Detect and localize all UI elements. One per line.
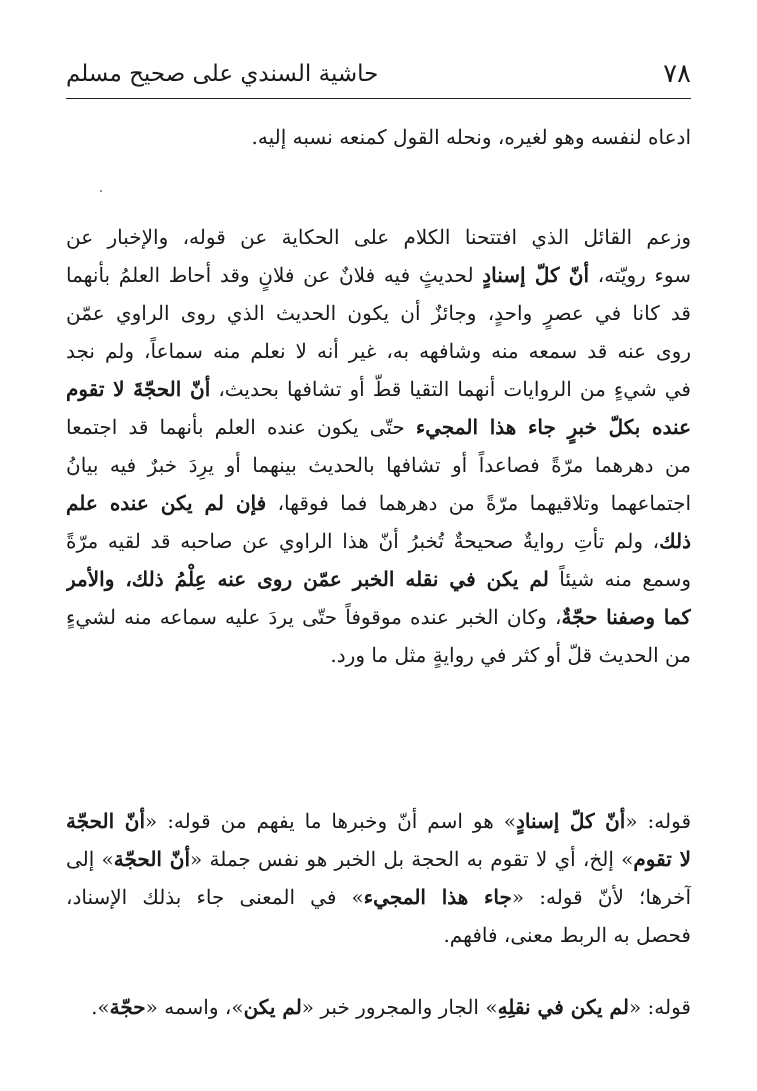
bold-quote: ذلك (659, 529, 691, 553)
text-line: وزعم القائل الذي افتتحنا الكلام على الحكاية عن قوله، والإخبار عن (66, 225, 691, 249)
book-title: حاشية السندي على صحيح مسلم (66, 61, 379, 87)
bold-quote: حجّة (109, 995, 146, 1019)
bold-quote: لم يكن في نقله الخبر عمّن روى عنه عِلْمُ ذلك، والأمر (66, 567, 549, 591)
text-line: اجتماعهما وتلاقيهما مرّةً من دهرهما فما فوقها، فإن لم يكن عنده علم (66, 491, 691, 515)
bold-quote: أنّ الحجّة (113, 847, 191, 871)
bold-quote: كما وصفنا حجّةٌ (561, 605, 691, 629)
text-line: عنده بكلّ خبرٍ جاء هذا المجيء حتّى يكون عنده العلم بأنهما قد اجتمعا (66, 415, 691, 439)
paragraph-4 (66, 988, 691, 1026)
bold-quote: أنّ كلّ إسنادٍ (515, 809, 626, 833)
text-line: في شيءٍ من الروايات أنهما التقيا قطّ أو تشافها بحديث، أنّ الحجّةَ لا تقوم (66, 377, 691, 401)
paragraph-2 (66, 218, 691, 674)
text-line: قد كانا في عصرٍ واحدٍ، وجائزٌ أن يكون الحديث الذي روى الراوي عمّن (66, 301, 691, 325)
text-line: كما وصفنا حجّةٌ، وكان الخبر عنده موقوفاً حتّى يردَ عليه سماعه منه لشيءٍ (66, 605, 691, 629)
bold-quote: أنّ الحجّة (66, 809, 145, 833)
bold-quote: عنده بكلّ خبرٍ جاء هذا المجيء (415, 415, 691, 439)
text-line: ادعاه لنفسه وهو لغيره، ونحله القول كمنعه نسبه إليه. (251, 125, 691, 149)
paragraph-1 (66, 118, 691, 156)
bold-quote: أنّ الحجّةَ لا تقوم (66, 377, 211, 401)
paragraph-3 (66, 802, 691, 954)
bold-quote: لم يكن (243, 995, 302, 1019)
bold-quote: أنّ كلّ إسنادٍ (482, 263, 590, 287)
text-line: لا تقوم» إلخ، أي لا تقوم به الحجة بل الخبر هو نفس جملة «أنّ الحجّة» إلى (66, 847, 691, 871)
page-number: ٧٨ (663, 59, 691, 89)
running-header (66, 48, 691, 99)
bold-quote: جاء هذا المجيء (363, 885, 512, 909)
paper-speck (100, 190, 102, 192)
bold-quote: لا تقوم (633, 847, 691, 871)
text-line: ذلك، ولم تأتِ روايةٌ صحيحةٌ تُخبرُ أنّ هذا الراوي عن صاحبه قد لقيه مرّةً (66, 529, 691, 553)
text-line: قوله: «أنّ كلّ إسنادٍ» هو اسم أنّ وخبرها ما يفهم من قوله: «أنّ الحجّة (66, 809, 691, 833)
text-line: من دهرهما مرّةً فصاعداً أو تشافها بالحديث بينهما أو يرِدَ خبرٌ فيه بيانُ (66, 453, 691, 477)
text-line: وسمع منه شيئاً لم يكن في نقله الخبر عمّن روى عنه عِلْمُ ذلك، والأمر (66, 567, 691, 591)
text-line: سوء رويّته، أنّ كلّ إسنادٍ لحديثٍ فيه فلانٌ عن فلانٍ وقد أحاط العلمُ بأنهما (66, 263, 691, 287)
text-line: فحصل به الربط معنى، فافهم. (443, 923, 691, 947)
bold-quote: لم يكن في نقلِهِ (497, 995, 629, 1019)
text-line: من الحديث قلّ أو كثر في روايةٍ مثل ما ورد. (330, 643, 691, 667)
text-line: آخرها؛ لأنّ قوله: «جاء هذا المجيء» في المعنى جاء بذلك الإسناد، (66, 885, 691, 909)
text-line: روى عنه قد سمعه منه وشافهه به، غير أنه لا نعلم منه سماعاً، ولم نجد (66, 339, 691, 363)
text-line: قوله: «لم يكن في نقلِهِ» الجار والمجرور خبر «لم يكن»، واسمه «حجّة». (91, 995, 691, 1019)
bold-quote: فإن لم يكن عنده علم (66, 491, 267, 515)
